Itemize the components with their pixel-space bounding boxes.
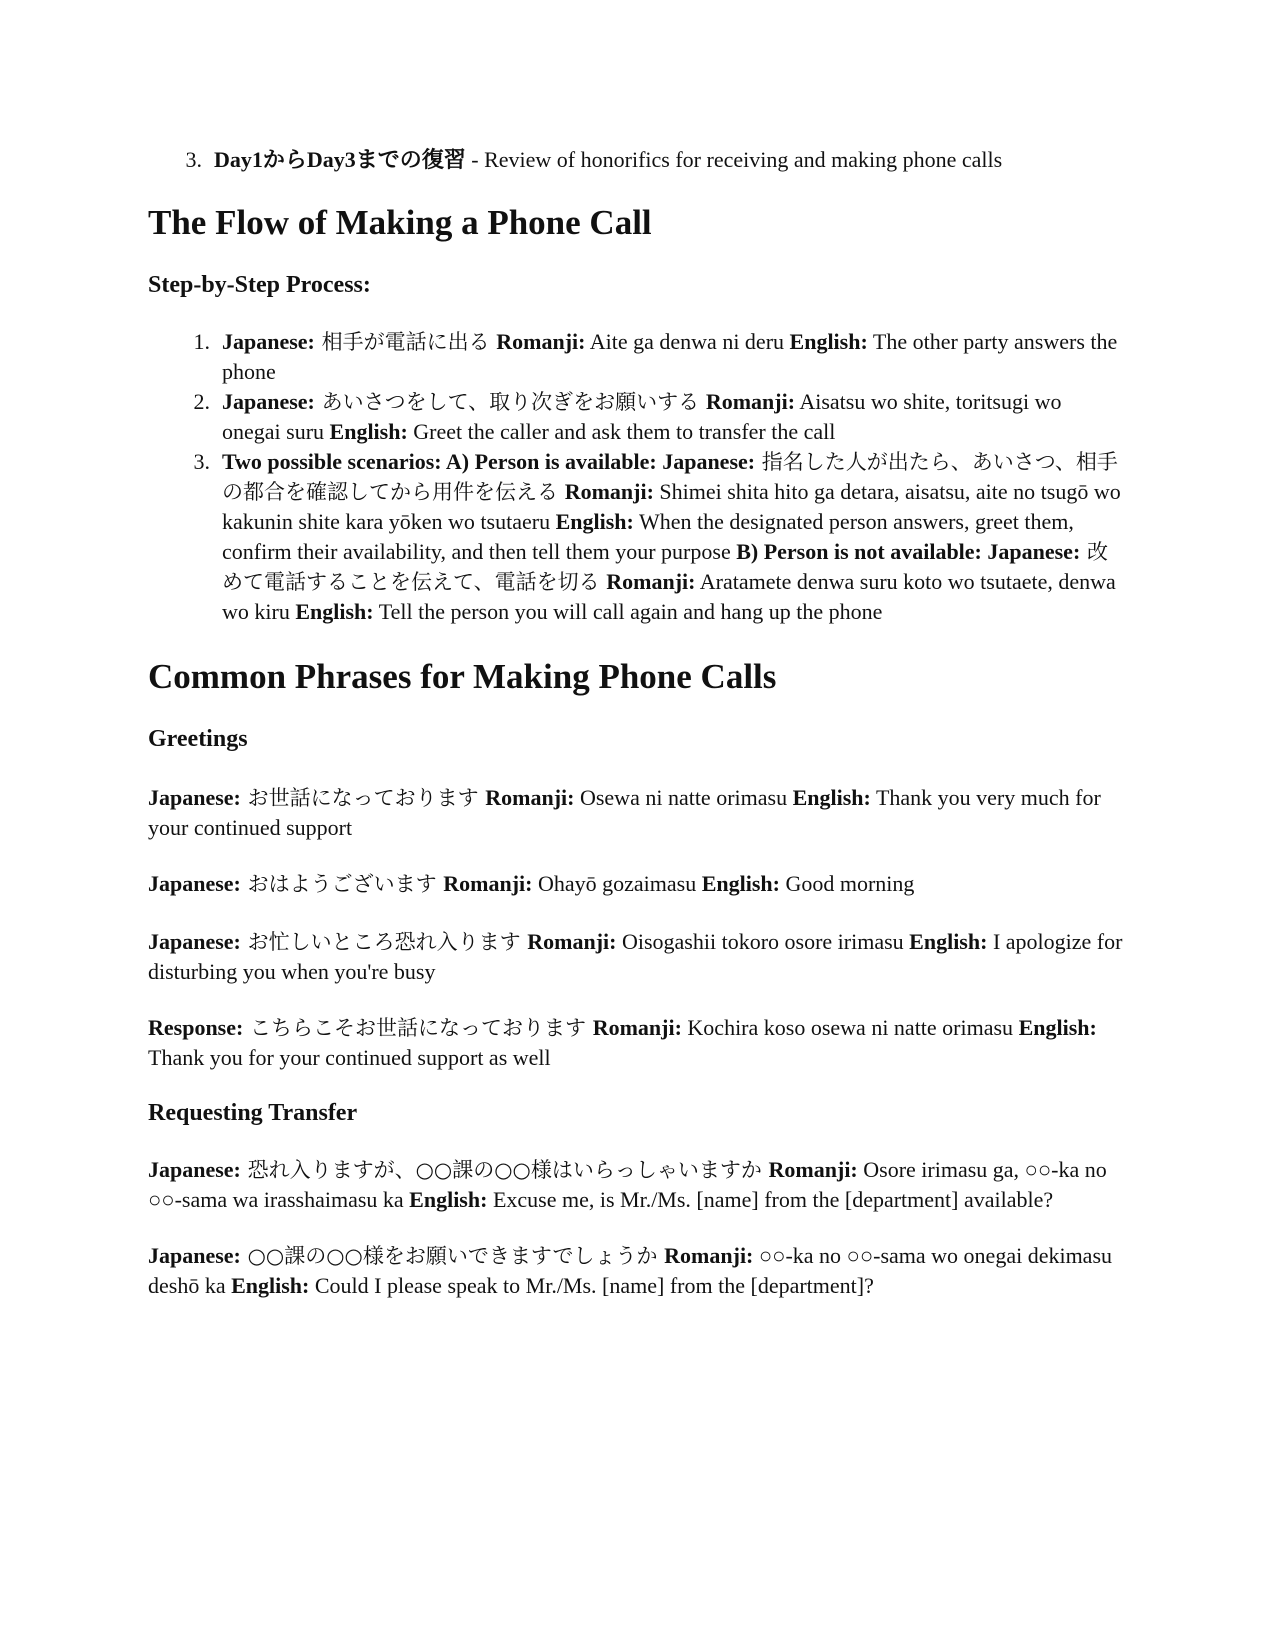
step-item: 1. Japanese: 相手が電話に出る Romanji: Aite ga denwa ni deru English: The other party answers the phone xyxy=(148,327,1123,387)
phrase-paragraph: Response: こちらこそお世話になっております Romanji: Kochira koso osewa ni natte orimasu English: Thank you for your continued support as well xyxy=(148,1015,1097,1070)
list-number: 3. xyxy=(193,449,210,474)
subheading-steps: Step-by-Step Process: xyxy=(148,272,371,298)
review-title: Day1からDay3までの復習 xyxy=(214,147,466,172)
step-item: 2. Japanese: あいさつをして、取り次ぎをお願いする Romanji: Aisatsu wo shite, toritsugi wo onegai suru English: Greet the caller and ask them to transfer the call xyxy=(148,387,1123,447)
phrase-paragraph: Japanese: ○○課の○○様をお願いできますでしょうか Romanji: ○○-ka no ○○-sama wo onegai dekimasu deshō ka English: Could I please speak to Mr./Ms. [name] from the [department]? xyxy=(148,1243,1113,1298)
step-item: 3. Two possible scenarios: A) Person is available: Japanese: 指名した人が出たら、あいさつ、相手の都合を確認してから用件を伝える Romanji: Shimei shita hito ga detara, aisatsu, aite no tsugō wo kakunin shite kara yōken wo tsutaeru English: When the designated person answers, greet them, confirm their availability, and then tell them your purpose B) Person is not available: Japanese: 改めて電話することを伝えて、電話を切る Romanji: Aratamete denwa suru koto wo tsutaete, denwa wo kiru English: Tell the person you will call again and hang up the phone xyxy=(148,447,1123,627)
phrase-paragraph: Japanese: 恐れ入りますが、○○課の○○様はいらっしゃいますか Romanji: Osore irimasu ga, ○○-ka no ○○-sama wa irasshaimasu ka English: Excuse me, is Mr./Ms. [name] from the [department] available? xyxy=(148,1157,1107,1212)
list-number: 2. xyxy=(193,389,210,414)
subheading-transfer: Requesting Transfer xyxy=(148,1100,358,1126)
review-text: - Review of honorifics for receiving and making phone calls xyxy=(465,147,1003,172)
steps-list xyxy=(148,327,1123,627)
document-page xyxy=(148,145,1123,1301)
phrase-paragraph: Japanese: おはようございます Romanji: Ohayō gozaimasu English: Good morning xyxy=(148,871,915,896)
subheading-greetings: Greetings xyxy=(148,726,248,752)
list-number: 1. xyxy=(193,329,210,354)
phrase-paragraph: Japanese: お忙しいところ恐れ入ります Romanji: Oisogashii tokoro osore irimasu English: I apologize for disturbing you when you're busy xyxy=(148,929,1123,984)
list-number: 3. xyxy=(185,147,202,172)
section-heading-phrases: Common Phrases for Making Phone Calls xyxy=(148,657,777,696)
section-heading-flow: The Flow of Making a Phone Call xyxy=(148,203,652,242)
review-list-item xyxy=(148,145,1123,175)
phrase-paragraph: Japanese: お世話になっております Romanji: Osewa ni natte orimasu English: Thank you very much for your continued support xyxy=(148,785,1101,840)
